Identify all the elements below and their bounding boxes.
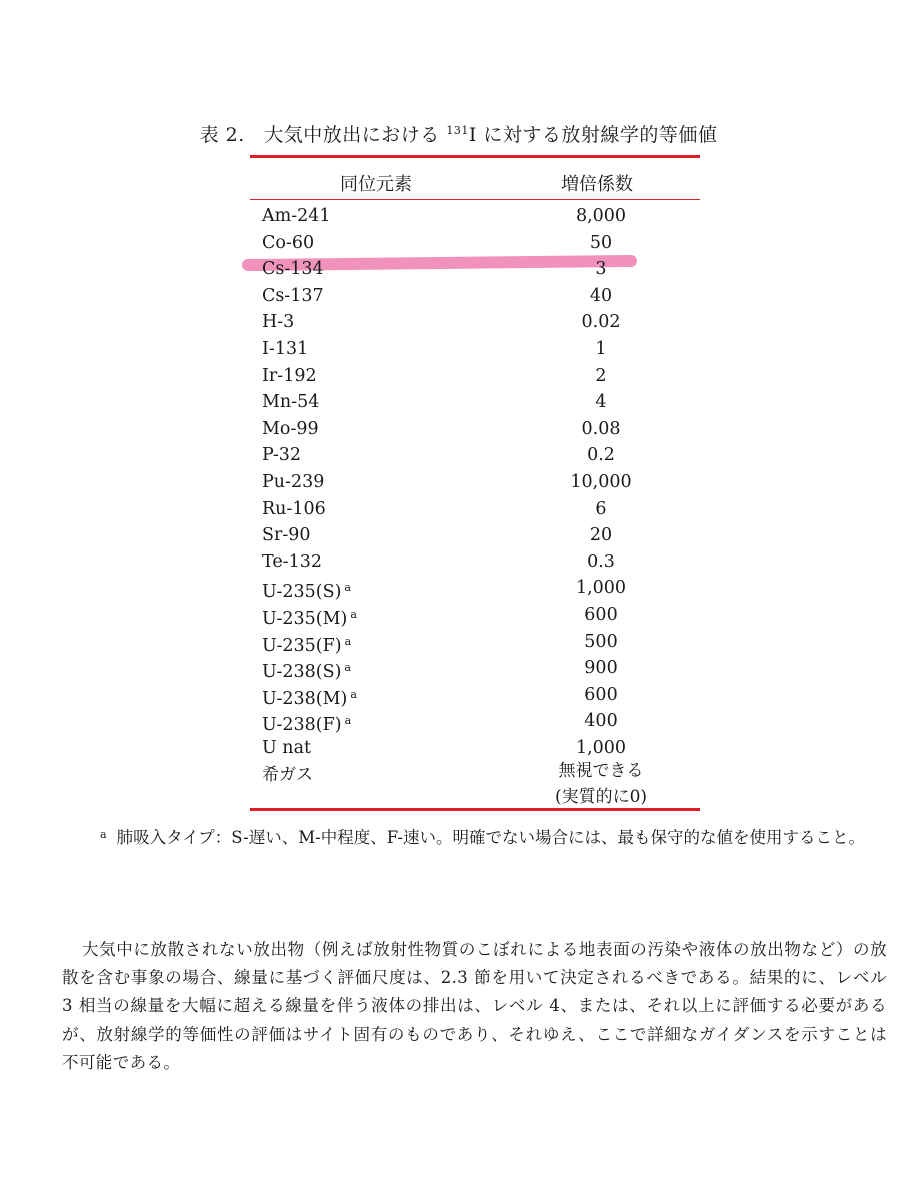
factor-cell: 8,000 [575, 206, 627, 226]
footnote-ref: a [344, 634, 352, 648]
factor-cell: 4 [595, 392, 607, 413]
isotope-name: Mo-99 [262, 418, 319, 439]
table-row [0, 230, 917, 257]
table-row [0, 389, 917, 416]
table-row [0, 522, 917, 549]
footnote-mark: a [100, 828, 107, 841]
table-row [0, 442, 917, 469]
isotope-name: U-235(F) [262, 635, 342, 656]
footnote-ref: a [350, 607, 357, 621]
footnote-ref: a [344, 661, 351, 675]
table-row [0, 363, 917, 390]
isotope-cell [262, 389, 319, 416]
table-header-rule [250, 199, 700, 200]
isotope-cell [262, 230, 314, 257]
table-row [0, 336, 917, 363]
header-factor: 増倍係数 [561, 174, 633, 195]
factor-cell: 1 [595, 338, 607, 359]
table-row [0, 256, 917, 283]
isotope-cell [262, 442, 301, 469]
isotope-name: Cs-134 [262, 259, 324, 280]
table-top-rule [250, 155, 700, 158]
isotope-name: Ru-106 [262, 498, 326, 519]
table-row [0, 416, 917, 443]
isotope-cell [262, 336, 308, 363]
table-row [0, 708, 917, 735]
isotope-cell [262, 256, 324, 283]
isotope-name: Te-132 [262, 551, 322, 572]
factor-cell: 50 [589, 232, 613, 253]
factor-cell: 2 [595, 365, 607, 386]
body-paragraph: 大気中に放散されない放出物（例えば放射性物質のこぼれによる地表面の汚染や液体の放出物など）の放散を含む事象の場合、線量に基づく評価尺度は、2.3 節を用いて決定されるべきである。結果的に、レベル 3 相当の線量を大幅に超える線量を伴う液体の排出は、レベル 4、または、それ以上に評価する必要があるが、放射線学的等価性の評価はサイト固有のものであり、それゆえ、ここで詳細なガイダンスを示すことは不可能である。 [62, 940, 887, 1072]
isotope-name: Co-60 [262, 232, 315, 253]
table-row [0, 575, 917, 602]
isotope-cell [262, 416, 319, 443]
factor-cell: 40 [589, 285, 613, 306]
factor-cell: 0.08 [581, 418, 621, 439]
noble-gas-factor-line2: (実質的に0) [554, 787, 648, 807]
isotope-name: Sr-90 [262, 525, 311, 546]
factor-cell: 0.2 [587, 445, 615, 466]
factor-cell: 20 [589, 525, 613, 546]
caption-superscript: 131 [446, 124, 469, 137]
header-isotope: 同位元素 [340, 174, 412, 195]
isotope-name: H-3 [262, 312, 295, 333]
noble-gas-factor-line1: 無視できる [558, 761, 644, 781]
footnote-ref: a [344, 581, 351, 595]
isotope-cell [262, 309, 294, 336]
factor-cell: 400 [584, 711, 618, 732]
isotope-cell [262, 363, 317, 390]
table-bottom-rule [250, 808, 700, 811]
isotope-name: U nat [262, 737, 312, 758]
footnote-ref: a [350, 687, 357, 701]
isotope-cell [262, 496, 326, 523]
table-row [0, 655, 917, 682]
factor-cell: 3 [595, 259, 607, 280]
isotope-name: U-238(S) [262, 662, 342, 683]
caption-suffix: I に対する放射線学的等価値 [468, 124, 718, 146]
isotope-name: U-238(M) [262, 688, 348, 709]
isotope-cell [262, 735, 311, 762]
isotope-name: P-32 [262, 445, 301, 466]
factor-cell: 1,000 [575, 578, 627, 599]
table-caption [0, 120, 917, 147]
noble-gas-factor [501, 758, 701, 810]
footnote-text: 肺吸入タイプ：S-遅い、M-中程度、F-速い。明確でない場合には、最も保守的な値を使用すること。 [116, 828, 865, 847]
factor-cell: 600 [584, 684, 618, 705]
table-row [0, 549, 917, 576]
isotope-name: I-131 [262, 338, 309, 359]
footnote-ref: a [344, 714, 352, 728]
table-row [0, 735, 917, 762]
factor-cell: 900 [584, 658, 618, 679]
table-row [0, 309, 917, 336]
table-row [0, 469, 917, 496]
isotope-cell [262, 522, 311, 549]
table-row [0, 629, 917, 656]
table-row [0, 283, 917, 310]
factor-cell: 1,000 [575, 737, 627, 758]
isotope-name: Pu-239 [262, 471, 325, 492]
isotope-name: U-238(F) [262, 715, 342, 736]
table-row [0, 602, 917, 629]
isotope-name: Mn-54 [262, 392, 320, 413]
isotope-name: Am-241 [262, 206, 331, 226]
table-row [0, 203, 917, 230]
factor-cell: 500 [584, 631, 618, 652]
factor-cell: 600 [584, 604, 618, 625]
isotope-cell [262, 549, 322, 576]
caption-prefix: 表 2. 大気中放出における [199, 124, 447, 146]
table-footnote [100, 822, 890, 851]
isotope-name: U-235(S) [262, 582, 342, 603]
isotope-cell [262, 283, 324, 310]
isotope-name: Cs-137 [262, 285, 324, 306]
table-body [0, 203, 917, 761]
factor-cell: 0.02 [581, 312, 621, 333]
factor-cell: 10,000 [570, 471, 632, 492]
isotope-cell [262, 469, 324, 496]
noble-gas-isotope: 希ガス [262, 765, 313, 785]
isotope-cell [262, 203, 331, 230]
isotope-name: Ir-192 [262, 365, 317, 386]
table-row [0, 496, 917, 523]
factor-cell: 0.3 [587, 551, 615, 572]
factor-cell: 6 [595, 498, 607, 519]
table-row [0, 682, 917, 709]
isotope-name: U-235(M) [262, 608, 348, 629]
